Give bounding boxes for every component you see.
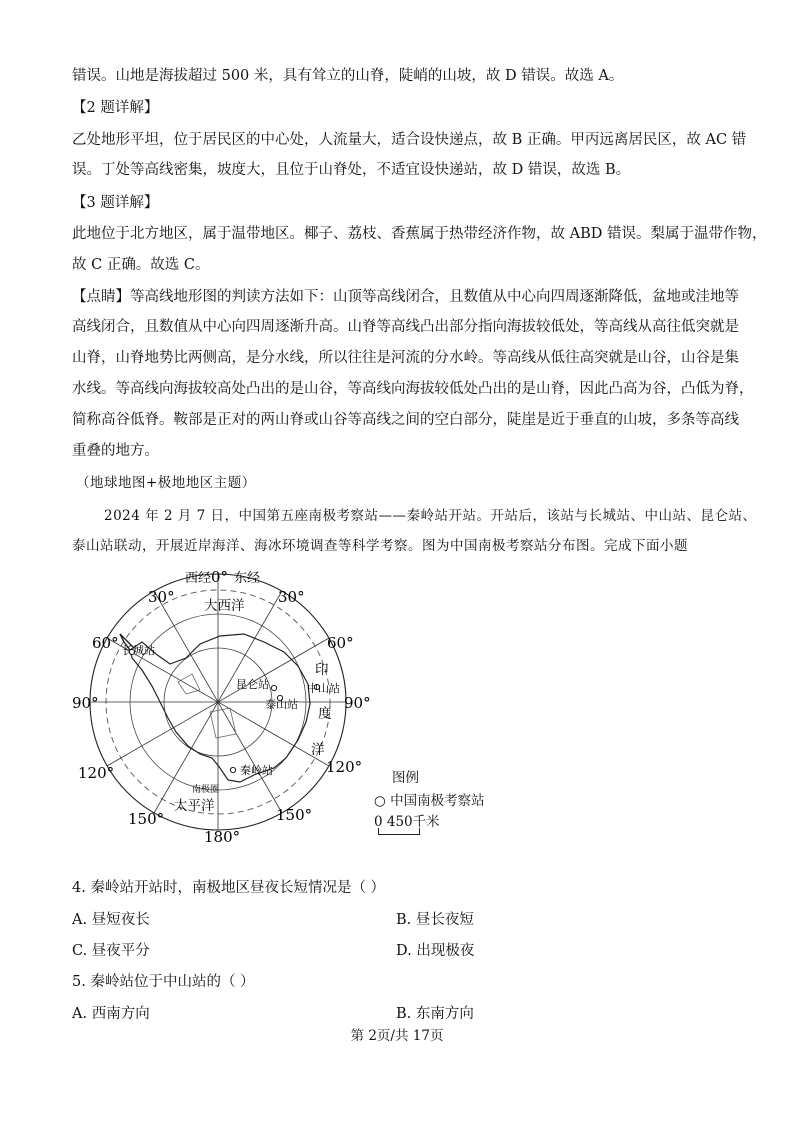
lon-30w-label: 30° <box>148 588 175 606</box>
lon-90w-label: 90° <box>72 694 99 712</box>
lon-150e-label: 150° <box>276 806 313 824</box>
lon-west-label: 西经 <box>185 571 212 586</box>
lon-120w-label: 120° <box>78 764 115 782</box>
station-qinling-label: 秦岭站 <box>240 764 273 777</box>
topic-label: （地球地图+极地地区主题） <box>76 475 256 491</box>
tip-line-1: 【点睛】等高线地形图的判读方法如下：山顶等高线闭合，且数值从中心向四周逐渐降低，盆地或洼地等 <box>72 289 739 305</box>
station-changcheng-label: 长城站 <box>122 644 155 657</box>
legend-scale: 0 450千米 <box>374 814 440 830</box>
legend-title: 图例 <box>392 770 419 786</box>
question-5: 5. 秦岭站位于中山站的（ ） <box>72 974 255 990</box>
q3-heading: 【3 题详解】 <box>72 195 159 211</box>
q3-line-1: 此地位于北方地区，属于温带地区。椰子、荔枝、香蕉属于热带经济作物，故 ABD 错误。梨属于温带作物， <box>72 226 767 242</box>
lon-150w-label: 150° <box>128 810 165 828</box>
lon-180-label: 180° <box>204 828 241 846</box>
lon-60e-label: 60° <box>327 634 354 652</box>
q2-line-1: 乙处地形平坦，位于居民区的中心处，人流量大，适合设快递点，故 B 正确。甲丙远离居民区，故 AC 错 <box>72 132 747 148</box>
lon-east-label: 东经 <box>234 571 261 586</box>
question-4: 4. 秦岭站开站时，南极地区昼夜长短情况是（ ） <box>72 880 386 896</box>
atlantic-ocean-label: 大西洋 <box>204 598 245 614</box>
lon-120e-label: 120° <box>326 758 363 776</box>
tip-line-6: 重叠的地方。 <box>72 443 159 459</box>
q2-heading: 【2 题详解】 <box>72 100 159 116</box>
station-zhongshan-label: 中山站 <box>307 682 340 695</box>
q2-line-2: 误。丁处等高线密集，坡度大，且位于山脊处，不适宜设快递站，故 D 错误，故选 B。 <box>72 162 631 178</box>
indian-ocean-label-2: 度 <box>318 706 332 722</box>
indian-ocean-label-1: 印 <box>315 662 329 678</box>
station-taishan-label: 泰山站 <box>265 698 298 711</box>
lon-30e-label: 30° <box>278 588 305 606</box>
scale-bar <box>378 828 420 835</box>
tip-line-5: 简称高谷低脊。鞍部是正对的两山脊或山谷等高线之间的空白部分，陡崖是近于垂直的山坡，多条等高线 <box>72 412 739 428</box>
tip-line-2: 高线闭合，且数值从中心向四周逐渐升高。山脊等高线凸出部分指向海拔较低处，等高线从高往低突就是 <box>72 319 739 335</box>
lon-60w-label: 60° <box>92 634 119 652</box>
q4-option-a: A. 昼短夜长 <box>72 912 150 928</box>
q4-option-c: C. 昼夜平分 <box>72 943 150 959</box>
legend-station: ○ 中国南极考察站 <box>374 793 485 809</box>
tip-line-4: 水线。等高线向海拔较高处凸出的是山谷，等高线向海拔较低处凸出的是山脊，因此凸高为谷，凸低为脊， <box>72 381 754 397</box>
q4-option-d: D. 出现极夜 <box>396 943 475 959</box>
indian-ocean-label-3: 洋 <box>311 742 325 758</box>
pacific-ocean-label: 太平洋 <box>174 798 215 814</box>
antarctic-circle-label: 南极圈 <box>192 785 220 795</box>
lon-0-label: 0° <box>211 568 229 586</box>
tip-line-3: 山脊，山脊地势比两侧高，是分水线，所以往往是河流的分水岭。等高线从低往高突就是山谷，山谷是集 <box>72 350 739 366</box>
q3-line-2: 故 C 正确。故选 C。 <box>72 257 210 273</box>
lon-90e-label: 90° <box>344 694 371 712</box>
intro-line-1: 2024 年 2 月 7 日，中国第五座南极考察站——秦岭站开站。开站后，该站与长城站、中山站、昆仑站、 <box>104 508 757 524</box>
q4-option-b: B. 昼长夜短 <box>396 912 474 928</box>
q5-option-b: B. 东南方向 <box>396 1006 474 1022</box>
answer-line-1: 错误。山地是海拔超过 500 米，具有耸立的山脊，陡峭的山坡，故 D 错误。故选 A。 <box>72 68 624 84</box>
antarctic-station-map <box>60 562 380 862</box>
q5-option-a: A. 西南方向 <box>72 1006 150 1022</box>
intro-line-2: 泰山站联动，开展近岸海洋、海冰环境调查等科学考察。图为中国南极考察站分布图。完成下面小题 <box>72 538 688 554</box>
page-footer: 第 2页/共 17页 <box>350 1028 444 1044</box>
station-kunlun-label: 昆仑站 <box>236 678 269 691</box>
